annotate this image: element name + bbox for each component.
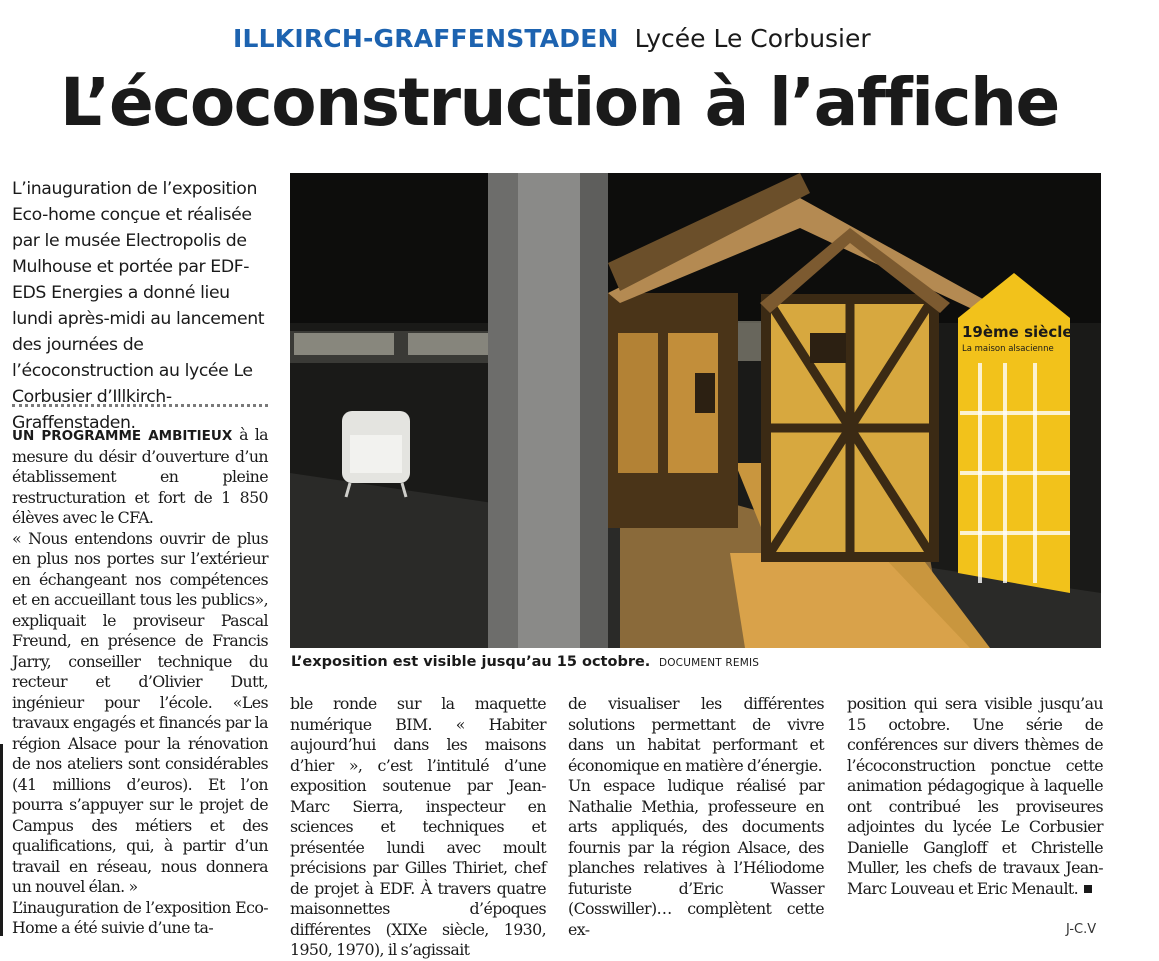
end-of-article-mark — [1084, 885, 1092, 893]
column-1-paragraph-1 — [12, 425, 268, 529]
photo-credit: DOCUMENT REMIS — [658, 657, 760, 669]
column-4-body: position qui sera visible jusqu’au 15 octobre. Une série de conférences sur divers thèmes de l’écoconstruction ponctue cette animation pédagogique à laquelle ont contribué les proviseures adjointes du lycée Le Corbusier Danielle Gangloff et Christelle Muller, les chefs de travaux Jean-Marc Louveau et Eric Menault. — [847, 694, 1103, 898]
lead-in: UN PROGRAMME AMBITIEUX — [12, 428, 233, 444]
panel-title: 19ème siècle — [962, 323, 1073, 341]
article-column-2 — [290, 694, 546, 961]
column-1-text-1: à la mesure du désir d’ouverture d’un établissement en pleine restructuration et fort de 1 850 élèves avec le CFA. — [12, 425, 269, 527]
column-2-text: ble ronde sur la maquette numérique BIM. « Habiter aujourd’hui dans les maisons d’hier », c’est l’intitulé d’une exposition soutenue par Jean-Marc Sierra, inspecteur en sciences et techniques et présentée lundi avec moult précisions par Gilles Thiriet, chef de projet à EDF. À travers quatre maisonnettes d’époques différentes (XIXe siècle, 1930, 1950, 1970), il s’agissait — [290, 694, 546, 959]
caption-text: L’exposition est visible jusqu’au 15 octobre. — [291, 654, 651, 670]
exhibition-photo — [290, 173, 1101, 648]
column-3-paragraph-2: Un espace ludique réalisé par Nathalie Methia, professeure en arts appliqués, des documents fournis par la région Alsace, des planches relatives à l’Héliodome futuriste d’Eric Wasser (Cosswiller)… complètent cette ex- — [568, 776, 824, 939]
chapo-intro: L’inauguration de l’exposition Eco-home conçue et réalisée par le musée Electropolis de Mulhouse et portée par EDF-EDS Energies a donné lieu lundi après-midi au lancement des journées de l’écoconstruction au lycée Le Corbusier d’Illkirch-Graffenstaden. — [12, 179, 265, 433]
kicker-town: ILLKIRCH-GRAFFENSTADEN — [233, 24, 619, 53]
panel-subtitle: La maison alsacienne — [962, 344, 1054, 354]
author-signature: J-C.V — [1066, 922, 1097, 937]
column-1-paragraph-2: « Nous entendons ouvrir de plus en plus nos portes sur l’extérieur en échangeant nos compétences et en accueillant tous les publics», expliquait le proviseur Pascal Freund, en présence de Francis Jarry, conseiller technique du recteur et d’Olivier Dutt, ingénieur pour l’école. «Les travaux engagés et financés par la région Alsace pour la rénovation de nos ateliers sont considérables (41 millions d’euros). Et l’on pourra s’appuyer sur le projet de Campus des métiers et des qualifications, qui, à partir d’un travail en réseau, nous donnera un nouvel élan. » — [12, 528, 268, 896]
column-3-paragraph-1: de visualiser les différentes solutions permettant de vivre dans un habitat performant et économique en matière d’énergie. — [568, 694, 824, 775]
article-column-3 — [568, 694, 824, 940]
dotted-separator — [12, 404, 268, 407]
article-kicker — [233, 24, 871, 53]
photo-caption — [291, 654, 759, 670]
article-column-1 — [12, 425, 268, 939]
column-4-text — [847, 694, 1103, 899]
headline: L’écoconstruction à l’affiche — [60, 64, 1059, 141]
margin-rule — [0, 744, 3, 936]
article-column-4 — [847, 694, 1103, 899]
exhibit-panel — [958, 273, 1073, 593]
kicker-place: Lycée Le Corbusier — [634, 24, 871, 53]
column-1-paragraph-3: L’inauguration de l’exposition Eco-Home a été suivie d’une ta- — [12, 897, 268, 937]
